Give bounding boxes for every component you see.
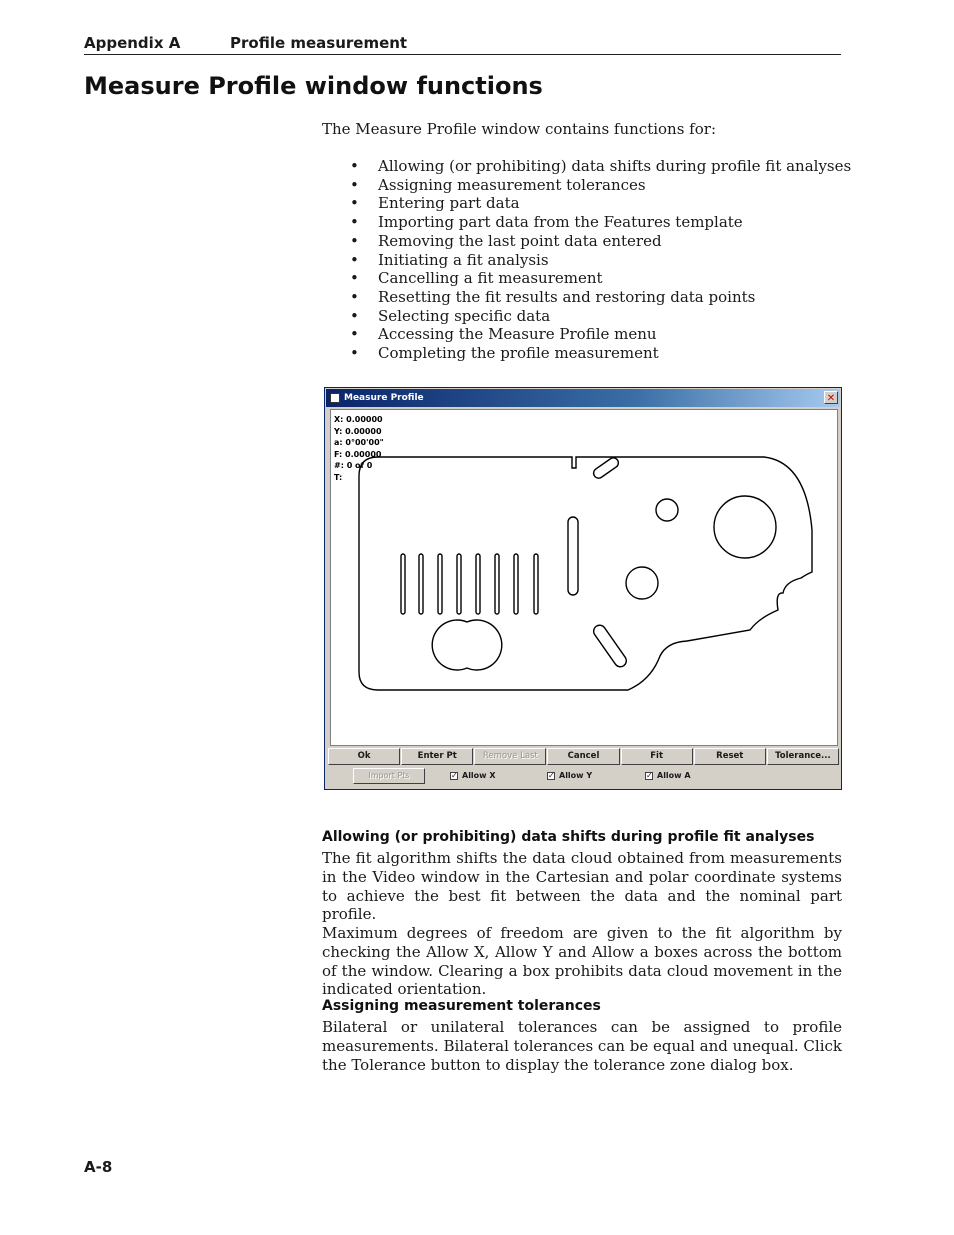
hole: [714, 496, 776, 558]
list-item: • Entering part data: [322, 194, 851, 213]
hole: [656, 499, 678, 521]
ok-button[interactable]: Ok: [328, 748, 400, 765]
readout-angle: a: 0°00'00": [334, 438, 384, 447]
double-circle-cutout: [432, 620, 502, 670]
function-list: [322, 157, 851, 363]
list-item: • Accessing the Measure Profile menu: [322, 325, 851, 344]
running-header: [84, 32, 841, 55]
page-title: Measure Profile window functions: [84, 72, 543, 100]
fit-button[interactable]: Fit: [621, 748, 693, 765]
allow-a-checkbox[interactable]: [645, 771, 691, 780]
enter-pt-button[interactable]: Enter Pt: [401, 748, 473, 765]
allow-a-label: Allow A: [657, 771, 691, 780]
part-slot: [438, 554, 442, 614]
part-outline: [359, 457, 812, 690]
list-item: • Importing part data from the Features template: [322, 213, 851, 232]
section-paragraph: Bilateral or unilateral tolerances can be assigned to profile measurements. Bilateral tolerances can be equal and unequal. Click the Tolerance button to display the tolerance zone dialog box.: [322, 1018, 842, 1074]
list-item: • Completing the profile measurement: [322, 344, 851, 363]
long-slot: [568, 517, 578, 595]
page-number: A-8: [84, 1158, 113, 1176]
import-pts-button[interactable]: Import Pts: [353, 768, 425, 784]
remove-last-button[interactable]: Remove Last: [474, 748, 546, 765]
reset-button[interactable]: Reset: [694, 748, 766, 765]
list-item: • Cancelling a fit measurement: [322, 269, 851, 288]
checkbox-box[interactable]: ✓: [548, 770, 555, 780]
allow-y-label: Allow Y: [559, 771, 593, 780]
intro-text: The Measure Profile window contains functions for:: [322, 120, 716, 138]
section-heading: Allowing (or prohibiting) data shifts during profile fit analyses: [322, 829, 815, 845]
measure-profile-window: [324, 387, 842, 790]
allow-x-label: Allow X: [462, 771, 496, 780]
hole: [626, 567, 658, 599]
readout-tolerance: T:: [334, 472, 343, 482]
readout-x: X: 0.00000: [334, 415, 383, 424]
part-slot: [514, 554, 518, 614]
checkbox-box[interactable]: ✓: [451, 770, 458, 780]
options-row: [325, 768, 841, 786]
allow-x-checkbox[interactable]: [450, 771, 496, 780]
app-icon: [330, 393, 340, 403]
part-slot: [419, 554, 423, 614]
window-titlebar[interactable]: [326, 389, 840, 407]
profile-canvas[interactable]: [330, 409, 838, 746]
checkbox-box[interactable]: ✓: [646, 770, 653, 780]
readout-y: Y: 0.00000: [334, 426, 382, 436]
part-profile-drawing: [331, 410, 837, 745]
header-topic: Profile measurement: [230, 34, 408, 52]
allow-y-checkbox[interactable]: [547, 771, 592, 780]
part-slot: [457, 554, 461, 614]
cancel-button[interactable]: Cancel: [547, 748, 619, 765]
tolerance-button[interactable]: Tolerance...: [767, 748, 839, 765]
part-slot: [495, 554, 499, 614]
list-item: • Removing the last point data entered: [322, 232, 851, 251]
section-heading: Assigning measurement tolerances: [322, 998, 601, 1014]
part-slot: [476, 554, 480, 614]
readout-fit: F: 0.00000: [334, 449, 382, 459]
header-section: Appendix A: [84, 34, 181, 52]
part-slot: [401, 554, 405, 614]
list-item: • Selecting specific data: [322, 307, 851, 326]
button-row: [328, 748, 840, 766]
part-slot: [534, 554, 538, 614]
readout-count: #: 0 of 0: [334, 461, 373, 470]
section-paragraph: Maximum degrees of freedom are given to the fit algorithm by checking the Allow X, Allow Y and Allow a boxes across the bottom of the window. Clearing a box prohibits data cloud movement in the indicated orientation.: [322, 924, 842, 999]
list-item: • Resetting the fit results and restoring data points: [322, 288, 851, 307]
list-item: • Allowing (or prohibiting) data shifts during profile fit analyses: [322, 157, 851, 176]
angled-slot: [591, 623, 628, 669]
close-button[interactable]: ✕: [824, 391, 838, 404]
angled-slot: [592, 456, 621, 480]
list-item: • Initiating a fit analysis: [322, 251, 851, 270]
list-item: • Assigning measurement tolerances: [322, 176, 851, 195]
section-paragraph: The fit algorithm shifts the data cloud obtained from measurements in the Video window in the Cartesian and polar coordinate systems to achieve the best fit between the data and the nominal part profile.: [322, 849, 842, 924]
window-title: Measure Profile: [344, 393, 424, 403]
